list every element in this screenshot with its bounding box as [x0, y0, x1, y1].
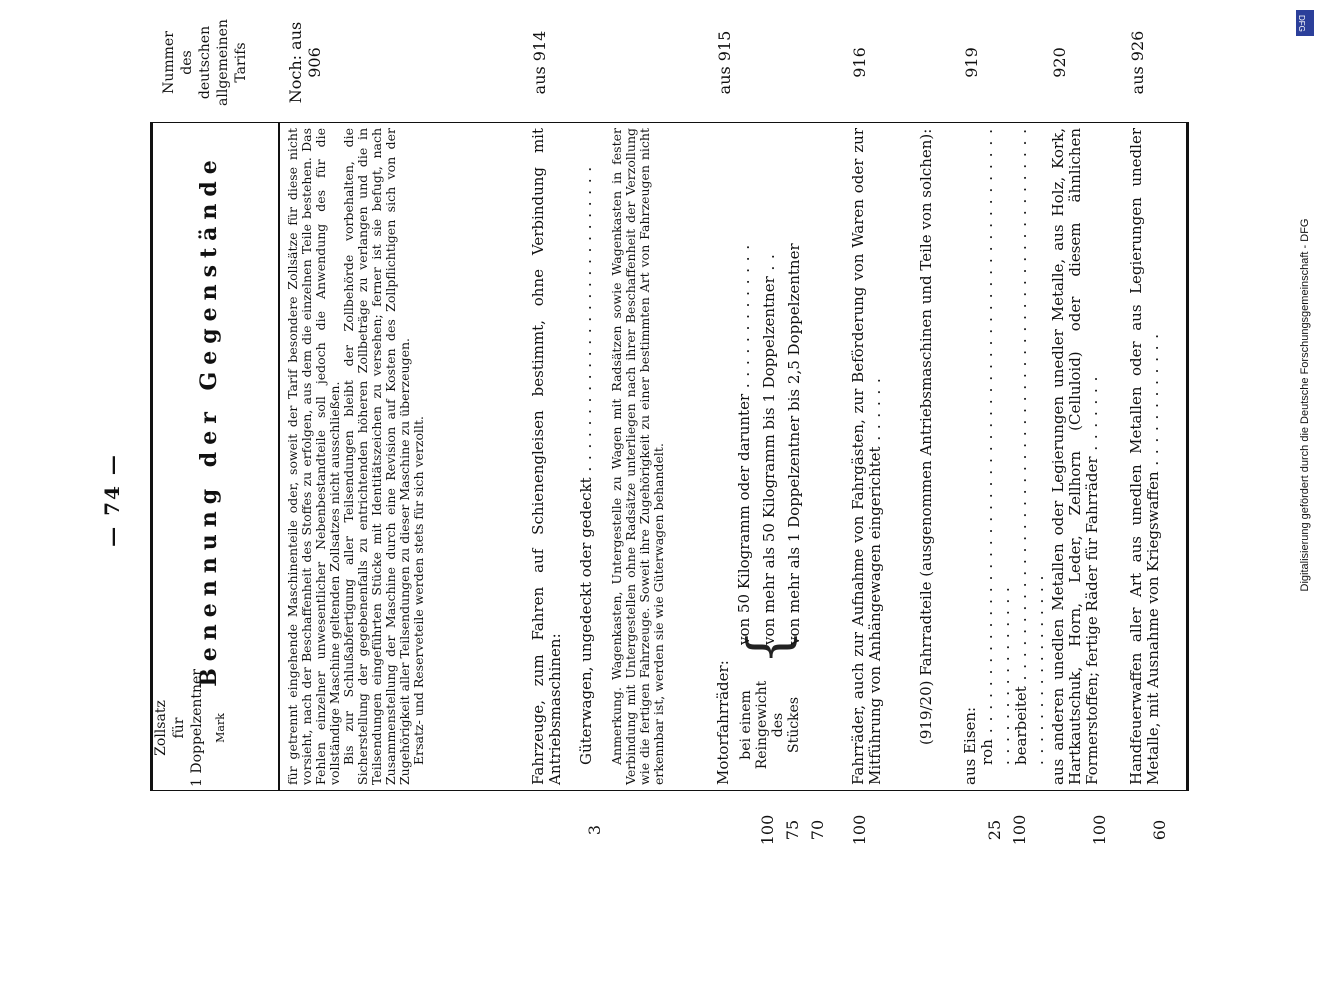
header-number-line: des	[179, 50, 195, 75]
leader-dots: . . . . . . . . . . . .	[1144, 332, 1162, 472]
description-915	[715, 128, 807, 785]
description-919-item-raw	[979, 128, 1013, 785]
description-914-item	[578, 128, 595, 785]
description-906-text2: Bis zur Schlußabfertigung aller Teilsendungen bleibt der Zollbehörde vorbehalten, die Sicherstellung der gegebenenfalls zu entrichtenden höheren Zollbeträge zu verlangen und die in Teilsendungen eingeführten Stücke mit Identitätszeichen zu versehen; ferner ist sie befugt, nach Zusammenstellung der Maschine durch eine Revision auf Kosten des Zollpflichtigen sich von der Zugehörigkeit aller Teilsendungen zu dieser Maschine zu überzeugen.	[341, 128, 412, 785]
item-text: bearbeitet	[1012, 686, 1030, 765]
brace-icon: {	[736, 629, 802, 665]
description-916-parts: (919/20) Fahrradteile (ausgenommen Antriebsmaschinen und Teile von solchen):	[917, 128, 935, 745]
note-914: Anmerkung. Wagenkasten, Untergestelle zu Wagen mit Radsätzen sowie Wagenkasten in fester Verbindung mit Untergestellen ohne Radsätze unterliegen nach ihrer Beschaffenheit der Verzollung wie die fertigen Fahrzeuge. Soweit ihre Zugehörigkeit zu einer bestimmten Art von Fahrzeugen nicht erkennbar ist, werden sie wie Güterwagen behandelt.	[609, 128, 666, 785]
funding-note: Digitalisierung gefördert durch die Deutsche Forschungsgemeinschaft - DFG	[1299, 218, 1311, 592]
header-number-line: Tarifs	[233, 42, 249, 83]
rate-919-worked: 100	[1010, 814, 1029, 846]
header-number-line: allgemeinen	[215, 19, 231, 106]
weight-label-line: Stückes	[785, 696, 802, 754]
rate-914: 3	[585, 824, 604, 836]
description-906-text: für getrennt eingehende Maschinenteile oder, soweit der Tarif besondere Zollsätze für diese nicht vorsieht, nach der Beschaffenheit des Stoffes zu erfolgen, aus dem die einzelnen Teile bestehen. Das Fehlen einzelner unwesentlicher Nebenbestandteile soll jedoch die Anwendung des für die vollständige Maschine geltenden Zollsatzes nicht ausschließen.	[285, 128, 342, 785]
header-bottom-rule	[278, 122, 280, 791]
header-rate-line: für	[171, 717, 187, 739]
rate-915-2: 75	[783, 819, 802, 841]
description-906	[286, 128, 426, 785]
table-bottom-rule	[1186, 122, 1189, 791]
leader-dots: . . . . . . .	[1083, 375, 1101, 457]
weight-label-line: Reingewicht	[753, 680, 770, 770]
description-914: Fahrzeuge, zum Fahren auf Schienengleisen bestimmt, ohne Verbindung mit Antriebsmaschinen:	[529, 128, 564, 785]
column-rule-number	[150, 122, 1189, 123]
rate-915-1: 100	[758, 814, 777, 846]
header-number-line: Nummer	[161, 31, 177, 94]
weight-class-text: von mehr als 1 Doppelzentner bis 2,5 Doppelzentner	[785, 243, 803, 645]
header-number-column	[160, 5, 250, 120]
header-rate-column	[152, 668, 230, 788]
leader-dots: . . . . . . . . . . . . .	[735, 243, 753, 394]
description-916-text: Fahrräder, auch zur Aufnahme von Fahrgästen, zur Beförderung von Waren oder zur Mitführung von Anhängewagen eingerichtet	[849, 128, 884, 785]
tariff-number-914: aus 914	[530, 30, 549, 95]
leader-dots: . . . . . .	[866, 377, 884, 447]
tariff-number-919: 919	[962, 47, 981, 78]
column-rule-rate	[150, 790, 1189, 791]
rate-919-raw: 25	[985, 819, 1004, 841]
header-rate-unit: Mark	[214, 713, 227, 743]
tariff-number-926: aus 926	[1128, 30, 1147, 95]
description-915-sub	[732, 128, 807, 785]
tariff-number-906: Noch: aus 906	[286, 21, 324, 104]
leader-dots: . . . . . . . . . . . . . . . . . . . . . . . . . . . . . . . . . . . . . . . . . . . . . . . . . . . . . . . . . . . . . . . . . . . .	[978, 128, 1013, 765]
weight-label-line: des	[769, 712, 786, 738]
weight-class-text: von 50 Kilogramm oder darunter	[735, 393, 753, 645]
item-text: roh	[978, 739, 996, 765]
header-description-column: Benennung der Gegenstände	[196, 153, 222, 687]
weight-class-1	[732, 128, 757, 645]
description-920	[1050, 128, 1101, 785]
description-915-text: Motorfahrräder:	[714, 660, 732, 785]
header-rate-line: 1 Doppelzentner	[189, 669, 205, 787]
description-920-text: aus anderen unedlen Metallen oder Legierungen unedler Metalle, aus Holz, Kork, Hartkautschuk, Horn, Leder, Zellhorn (Celluloid) oder diesem ähnlichen Formerstoffen; fertige Räder für Fahrräder	[1049, 128, 1101, 785]
weight-class-text: von mehr als 50 Kilogramm bis 1 Doppelzentner	[760, 276, 778, 645]
dfg-logo: DFG	[1296, 10, 1314, 36]
rate-915-3: 70	[808, 819, 827, 841]
description-906-text3: Ersatz- und Reserveteile werden stets für sich verzollt.	[411, 415, 426, 765]
tariff-number-916: 916	[850, 47, 869, 78]
weight-class-3	[782, 128, 807, 645]
rate-926: 60	[1150, 819, 1169, 841]
rate-916: 100	[850, 814, 869, 846]
header-rate-line: Zollsatz	[153, 700, 169, 756]
weight-label-line: bei einem	[737, 690, 754, 760]
description-919-item-worked	[1013, 128, 1047, 785]
weight-classes	[732, 128, 807, 645]
description-919	[962, 128, 1047, 785]
leader-dots: . . . . . . . . . . . . . . . . . . . . . . . . . . .	[577, 165, 595, 478]
description-926	[1128, 128, 1162, 785]
description-914-item-text: Güterwagen, ungedeckt oder gedeckt	[577, 477, 595, 765]
description-926-text: Handfeuerwaffen aller Art aus unedlen Metallen oder aus Legierungen unedler Metalle, mit Ausnahme von Kriegswaffen	[1127, 128, 1162, 785]
weight-class-2	[757, 128, 782, 645]
funding-footer	[1290, 10, 1320, 990]
page-number: — 74 —	[100, 453, 124, 547]
leader-dots: . . . . . . . . . . . . . . . . . . . . . . . . . . . . . . . . . . . . . . . . . . . . . . . . . . . . . . . . . . . . . . . . .	[1012, 128, 1047, 765]
tariff-number-920: 920	[1050, 47, 1069, 78]
header-number-line: deutschen	[197, 25, 213, 100]
leader-dots: . .	[760, 253, 778, 277]
rate-920: 100	[1090, 814, 1109, 846]
description-919-text: aus Eisen:	[961, 706, 979, 785]
weight-label	[738, 665, 802, 785]
tariff-number-915: aus 915	[715, 30, 734, 95]
description-916	[850, 128, 884, 785]
